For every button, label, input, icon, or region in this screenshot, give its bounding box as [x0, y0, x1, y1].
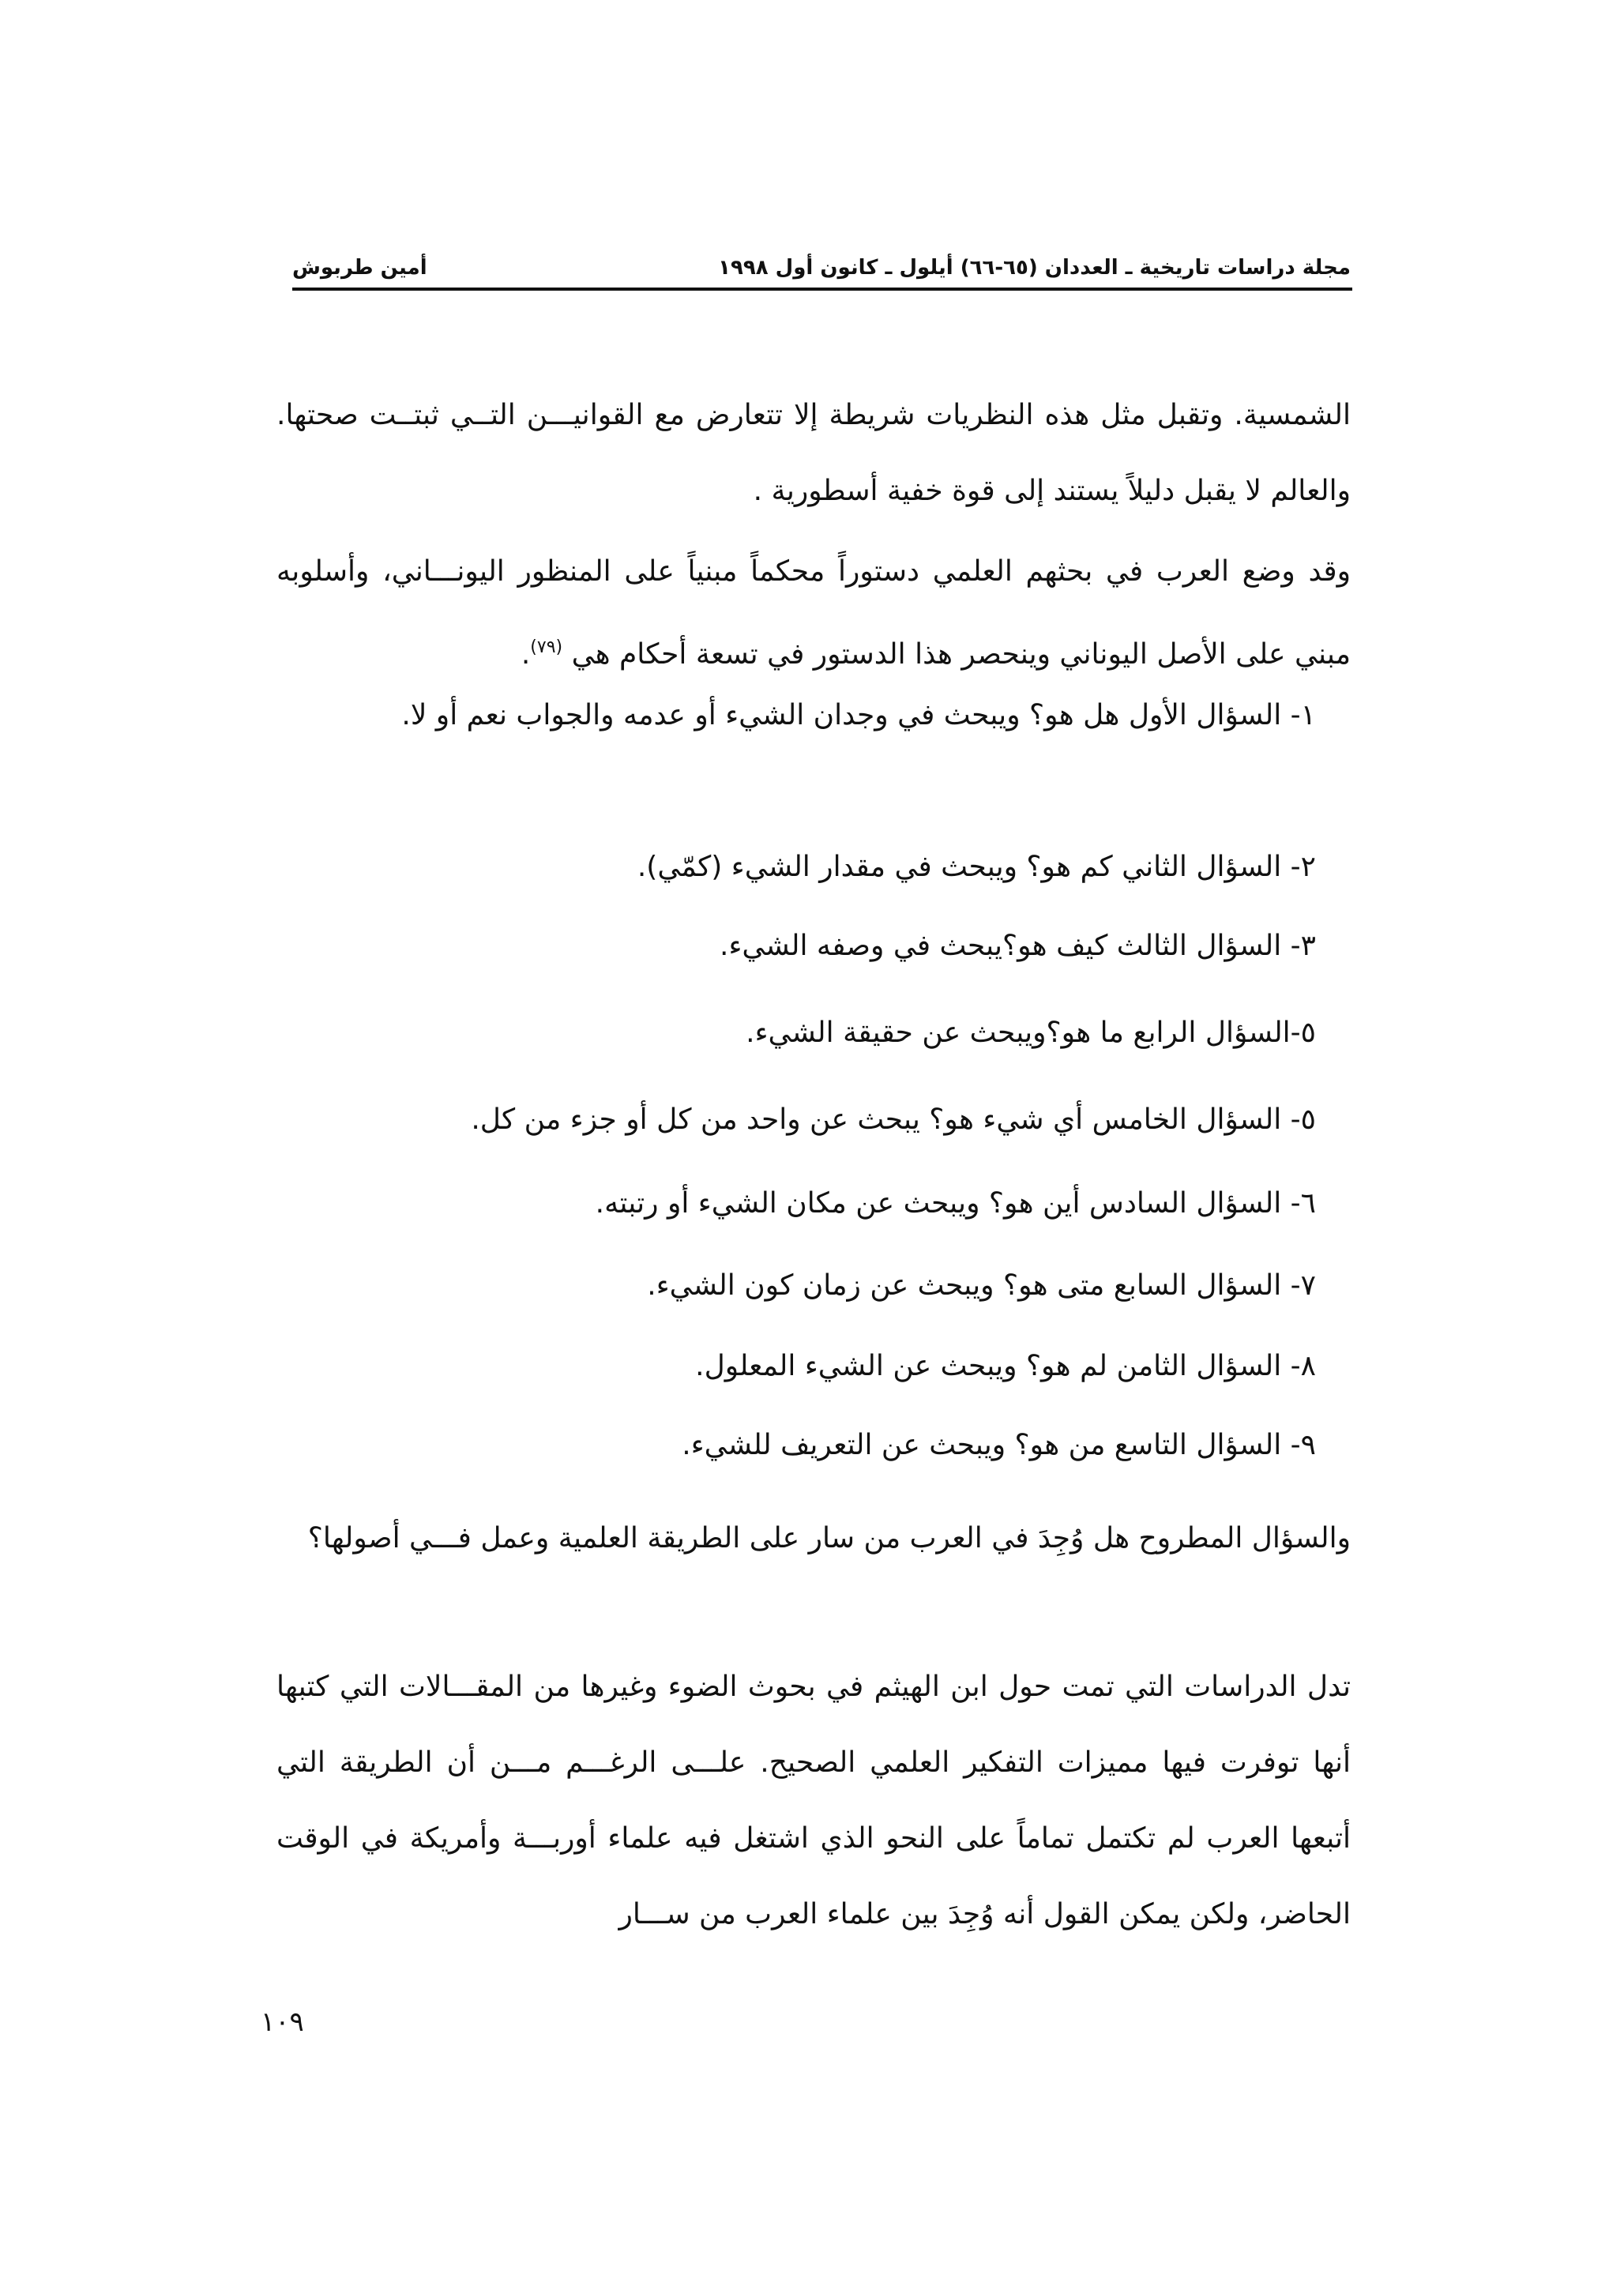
list-item-7: ٧- السؤال السابع متى هو؟ ويبحث عن زمان كون الشيء. — [647, 1269, 1316, 1302]
list-item-2: ٢- السؤال الثاني كم هو؟ ويبحث في مقدار الشيء (كمّي). — [637, 851, 1316, 883]
paragraph-1: الشمسية. وتقبل مثل هذه النظريات شريطة إلا تتعارض مع القوانيـــن التــي ثبتــت صحتها. والعالم لا يقبل دليلاً يستند إلى قوة خفية أسطورية . — [276, 399, 1351, 507]
list-item-8: ٨- السؤال الثامن لم هو؟ ويبحث عن الشيء المعلول. — [695, 1350, 1316, 1382]
footnote-ref: (٧٩) — [530, 637, 563, 657]
page-number: ١٠٩ — [261, 2006, 304, 2038]
paragraph-3: والسؤال المطروح هل وُجِدَ في العرب من سار على الطريقة العلمية وعمل فـــي أصولها؟ — [307, 1522, 1351, 1554]
list-item-5: ٥- السؤال الخامس أي شيء هو؟ يبحث عن واحد من كل أو جزء من كل. — [471, 1103, 1316, 1136]
list-item-4: ٥-السؤال الرابع ما هو؟ويبحث عن حقيقة الشيء. — [746, 1017, 1316, 1049]
header-divider — [292, 288, 1352, 291]
paragraph-4: تدل الدراسات التي تمت حول ابن الهيثم في بحوث الضوء وغيرها من المقـــالات التي كتبها أنها توفرت فيها مميزات التفكير العلمي الصحيح. علـــى الرغـــم مـــن أن الطريقة التي أتبعها العرب لم تكتمل تماماً على النحو الذي اشتغل فيه علماء أوربـــة وأمريكة في الوقت الحاضر، ولكن يمكن القول أنه وُجِدَ بين علماء العرب من ســـار — [276, 1671, 1351, 1930]
list-item-1: ١- السؤال الأول هل هو؟ ويبحث في وجدان الشيء أو عدمه والجواب نعم أو لا. — [401, 699, 1316, 731]
list-item-3: ٣- السؤال الثالث كيف هو؟يبحث في وصفه الشيء. — [720, 930, 1316, 962]
list-item-6: ٦- السؤال السادس أين هو؟ ويبحث عن مكان الشيء أو رتبته. — [595, 1187, 1316, 1220]
author-name: أمين طربوش — [292, 256, 427, 280]
running-header — [292, 251, 1351, 291]
paragraph-2-end: . — [521, 638, 531, 671]
paragraph-2 — [276, 534, 1351, 693]
list-item-9: ٩- السؤال التاسع من هو؟ ويبحث عن التعريف للشيء. — [682, 1429, 1316, 1461]
paragraph-2-text: وقد وضع العرب في بحثهم العلمي دستوراً محكماً مبنياً على المنظور اليونـــاني، وأسلوبه مبني على الأصل اليوناني وينحصر هذا الدستور في تسعة أحكام هي — [276, 555, 1351, 671]
journal-title: مجلة دراسات تاريخية ـ العددان (٦٥-٦٦) أيلول ـ كانون أول ١٩٩٨ — [718, 256, 1351, 280]
